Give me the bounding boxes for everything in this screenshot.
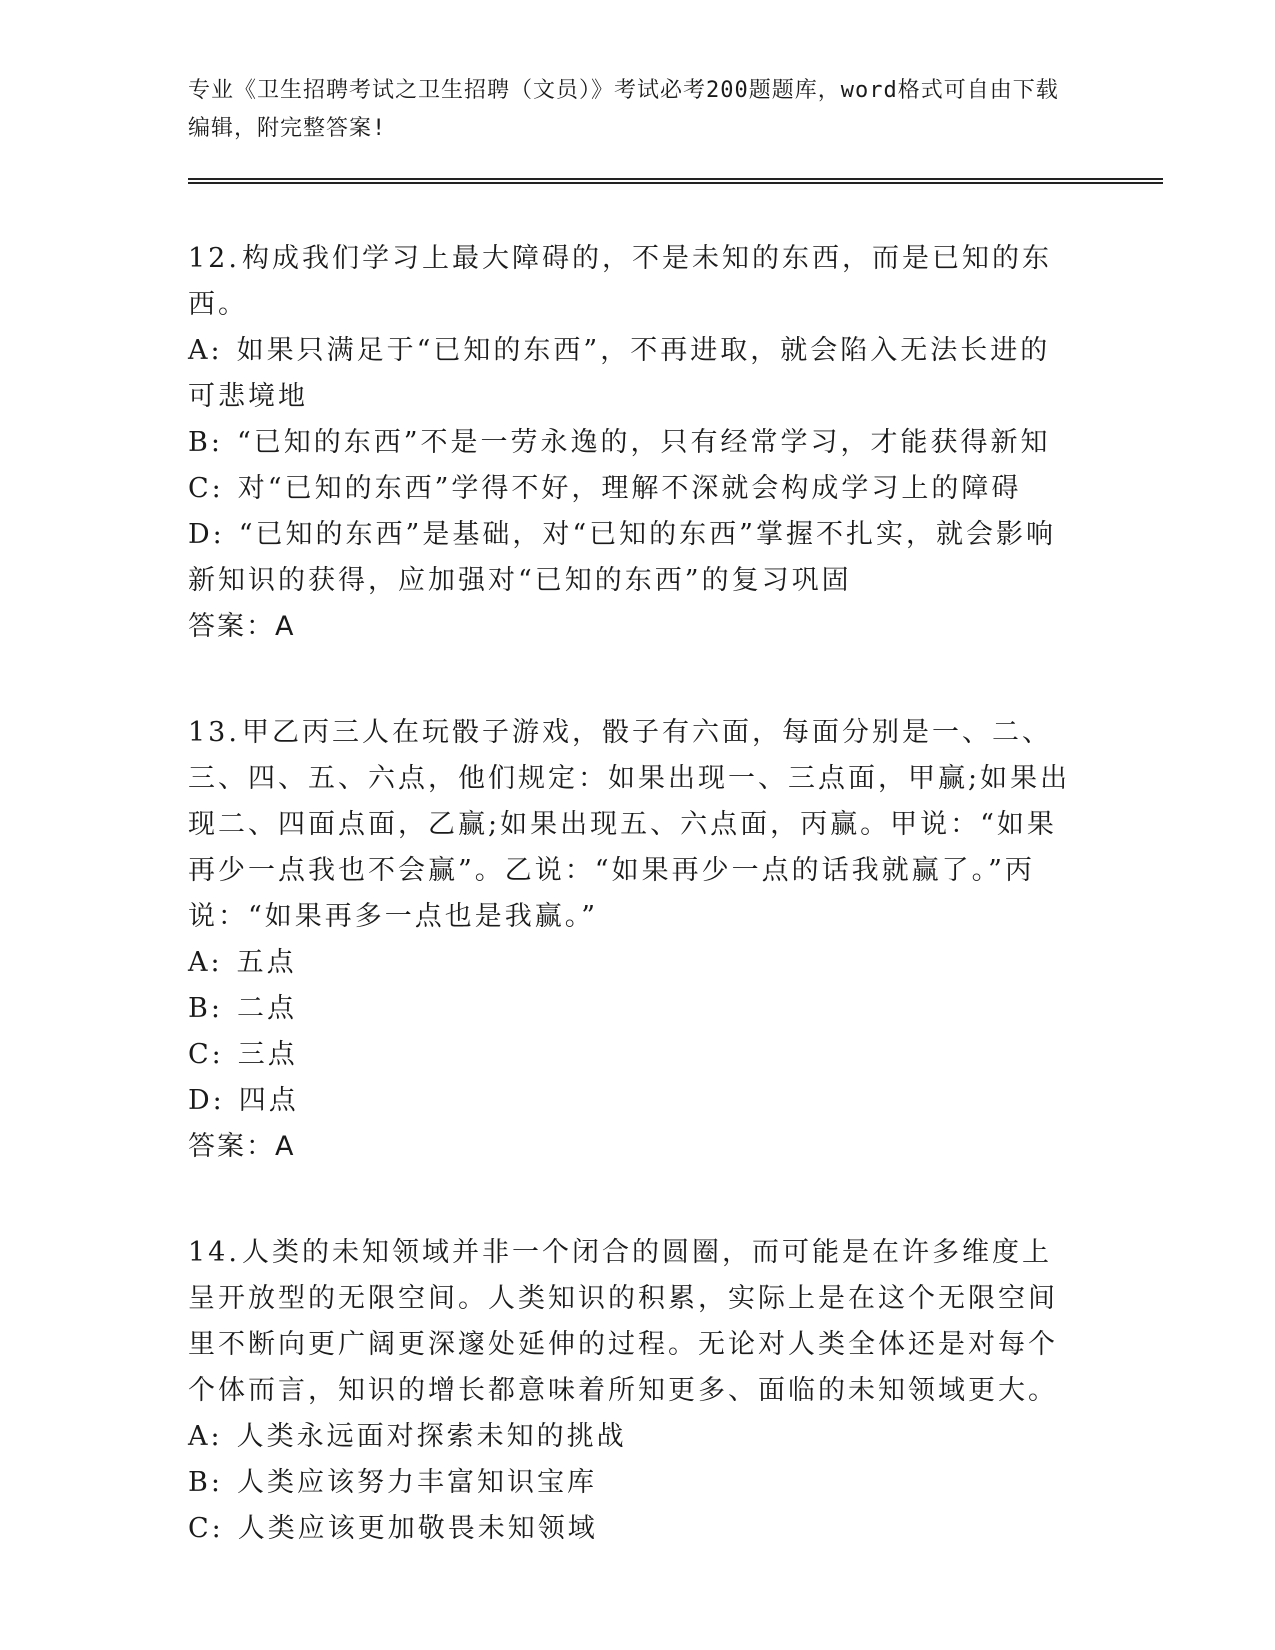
question-text: 构成我们学习上最大障碍的，不是未知的东西，而是已知的东西。 bbox=[188, 243, 1052, 320]
option-text: “已知的东西”是基础，对“已知的东西”掌握不扎实，就会影响新知识的获得，应加强对“已知的东西”的复习巩固 bbox=[188, 519, 1056, 596]
option-text: 三点 bbox=[237, 1039, 298, 1070]
option-c bbox=[188, 466, 1078, 512]
option-text: 人类应该更加敬畏未知领域 bbox=[237, 1513, 598, 1544]
option-a bbox=[188, 328, 1078, 420]
option-b bbox=[188, 420, 1078, 466]
question-stem bbox=[188, 1230, 1078, 1414]
option-text: “已知的东西”不是一劳永逸的，只有经常学习，才能获得新知 bbox=[236, 427, 1051, 458]
option-c bbox=[188, 1506, 1078, 1552]
question-list bbox=[188, 236, 1078, 1612]
question-number: 13. bbox=[188, 717, 240, 748]
option-a bbox=[188, 1414, 1078, 1460]
option-key: C: bbox=[188, 473, 224, 504]
question-14 bbox=[188, 1230, 1078, 1552]
option-key: A: bbox=[188, 1421, 223, 1452]
option-text: 对“已知的东西”学得不好，理解不深就会构成学习上的障碍 bbox=[237, 473, 1022, 504]
option-key: B: bbox=[188, 427, 223, 458]
header-divider bbox=[188, 178, 1163, 184]
answer-line: 答案：A bbox=[188, 1131, 296, 1162]
option-b bbox=[188, 1460, 1078, 1506]
option-key: D: bbox=[188, 1085, 225, 1116]
question-13 bbox=[188, 710, 1078, 1170]
option-text: 人类永远面对探索未知的挑战 bbox=[236, 1421, 627, 1452]
option-b bbox=[188, 986, 1078, 1032]
option-key: C: bbox=[188, 1513, 224, 1544]
option-text: 如果只满足于“已知的东西”，不再进取，就会陷入无法长进的可悲境地 bbox=[188, 335, 1051, 412]
option-key: B: bbox=[188, 993, 223, 1024]
option-text: 四点 bbox=[238, 1085, 299, 1116]
question-text: 甲乙丙三人在玩骰子游戏，骰子有六面，每面分别是一、二、三、四、五、六点，他们规定：如果出现一、三点面，甲赢;如果出现二、四面点面，乙赢;如果出现五、六点面，丙赢。甲说：“如果再少一点我也不会赢”。乙说：“如果再少一点的话我就赢了。”丙说：“如果再多一点也是我赢。” bbox=[188, 717, 1071, 932]
option-a bbox=[188, 940, 1078, 986]
option-key: C: bbox=[188, 1039, 224, 1070]
option-key: A: bbox=[188, 947, 223, 978]
question-stem bbox=[188, 710, 1078, 940]
document-header bbox=[188, 72, 1068, 148]
option-key: B: bbox=[188, 1467, 223, 1498]
question-number: 14. bbox=[188, 1237, 240, 1268]
question-stem bbox=[188, 236, 1078, 328]
header-title: 专业《卫生招聘考试之卫生招聘（文员）》考试必考200题题库，word格式可自由下载编辑，附完整答案! bbox=[188, 78, 1059, 141]
question-number: 12. bbox=[188, 243, 240, 274]
option-c bbox=[188, 1032, 1078, 1078]
option-d bbox=[188, 512, 1078, 604]
question-text: 人类的未知领域并非一个闭合的圆圈，而可能是在许多维度上呈开放型的无限空间。人类知识的积累，实际上是在这个无限空间里不断向更广阔更深邃处延伸的过程。无论对人类全体还是对每个个体而言，知识的增长都意味着所知更多、面临的未知领域更大。 bbox=[188, 1237, 1058, 1406]
option-text: 人类应该努力丰富知识宝库 bbox=[236, 1467, 597, 1498]
answer-line: 答案：A bbox=[188, 611, 296, 642]
option-key: A: bbox=[188, 335, 223, 366]
option-d bbox=[188, 1078, 1078, 1124]
option-text: 二点 bbox=[236, 993, 297, 1024]
question-12 bbox=[188, 236, 1078, 650]
option-text: 五点 bbox=[236, 947, 297, 978]
option-key: D: bbox=[188, 519, 225, 550]
